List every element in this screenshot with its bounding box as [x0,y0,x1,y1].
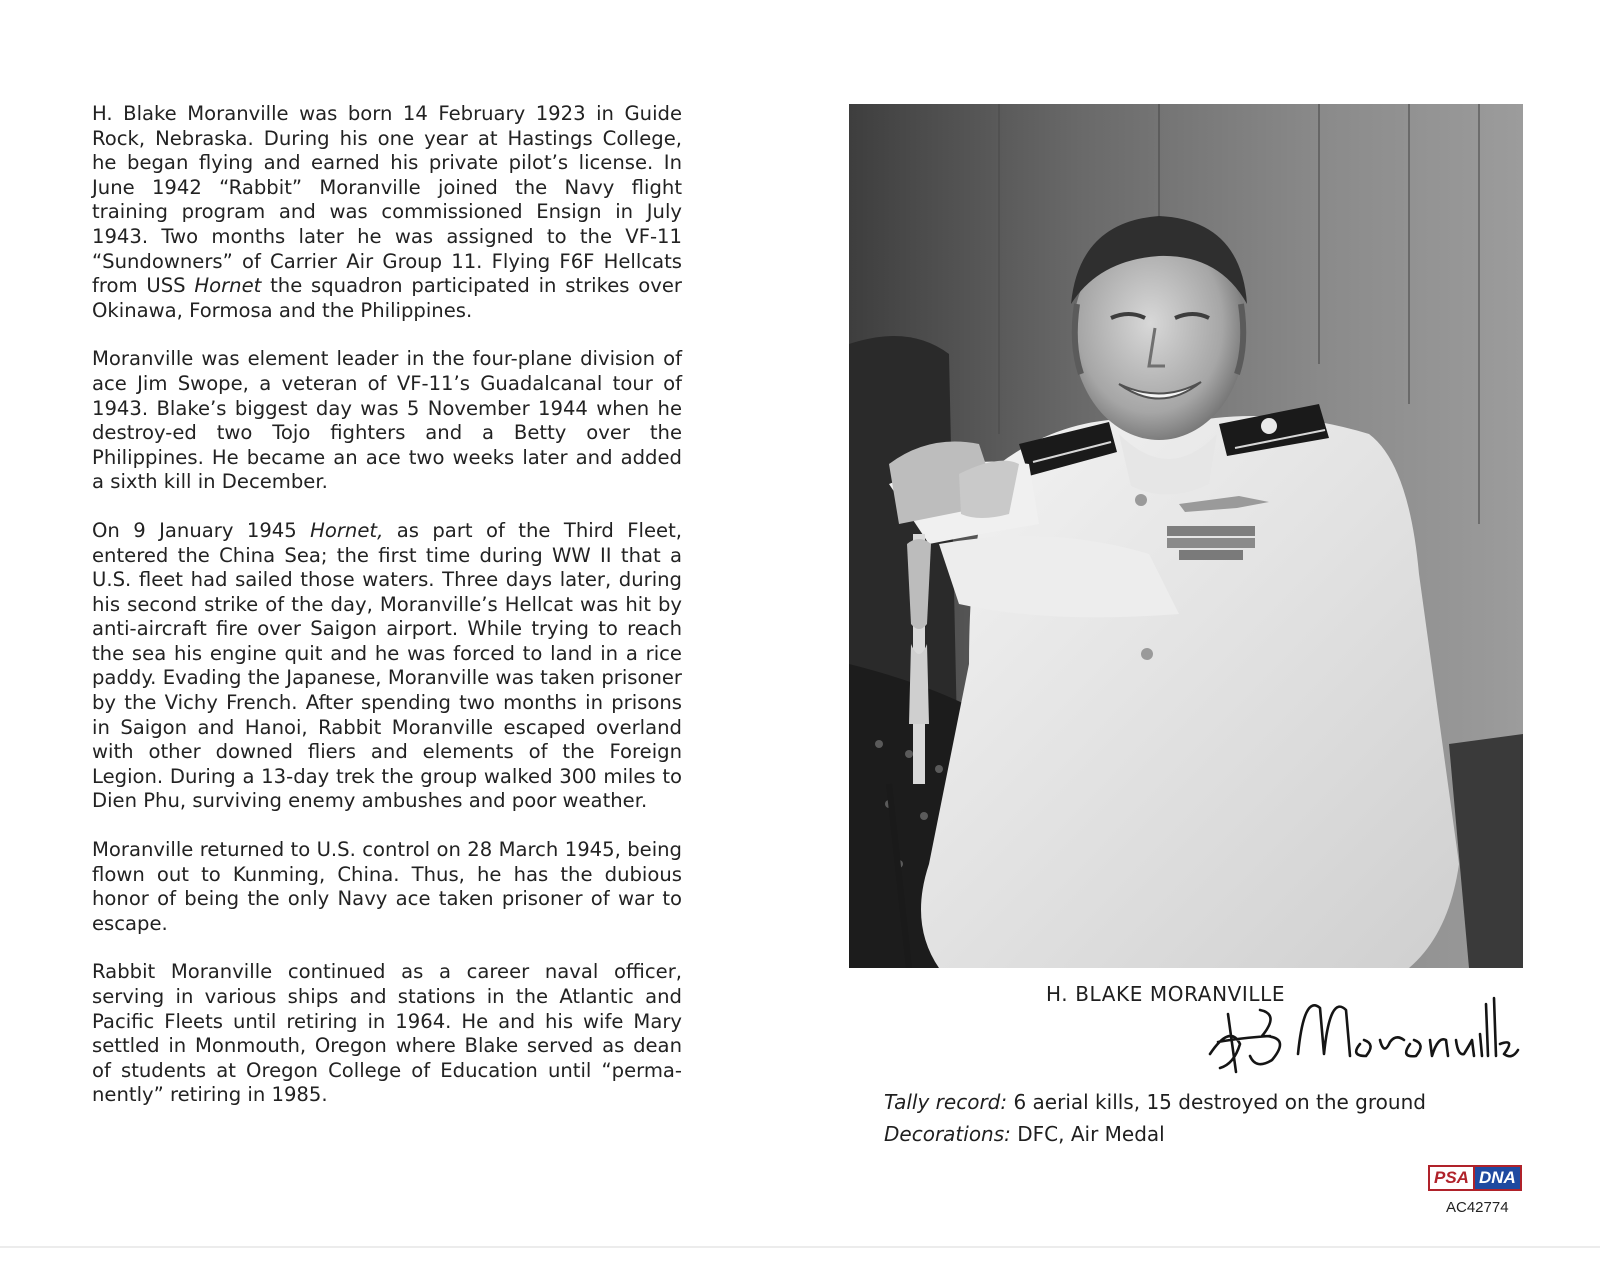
psa-dna-logo [1428,1165,1522,1191]
bio-paragraph-2: Moranville was element leader in the four-plane division of ace Jim Swope, a veteran of VF-11’s Guadalcanal tour of 1943. Blake’s biggest day was 5 November 1944 when he destroy-ed two Tojo fighters and a Betty over the Philippines. He became an ace two weeks later and added a sixth kill in December. [92,347,682,494]
tally-record [884,1090,1426,1114]
bio-paragraph-4: Moranville returned to U.S. control on 28 March 1945, being flown out to Kunming, China. Thus, he has the dubious honor of being the only Navy ace taken prisoner of war to escape. [92,838,682,935]
bio-paragraph-3: On 9 January 1945 Hornet, as part of the Third Fleet, entered the China Sea; the first time during WW II that a U.S. fleet had sailed those waters. Three days later, during his second strike of the day, Moranville’s Hellcat was hit by anti-aircraft fire over Saigon airport. While trying to reach the sea his engine quit and he was forced to land in a rice paddy. Evading the Japanese, Moranville was taken prisoner by the Vichy French. After spending two months in prisons in Saigon and Hanoi, Rabbit Moranville escaped overland with other downed fliers and elements of the Foreign Legion. During a 13-day trek the group walked 300 miles to Dien Phu, surviving enemy ambushes and poor weather. [92,518,682,813]
dna-logo-text: DNA [1475,1167,1520,1189]
tally-label: Tally record: [884,1090,1008,1114]
ship-name: Hornet [194,274,262,298]
bio-paragraph-1: H. Blake Moranville was born 14 February 1923 in Guide Rock, Nebraska. During his one year at Hastings College, he began flying and earned his private pilot’s license. In June 1942 “Rabbit” Moranville joined the Navy flight training program and was commissioned Ensign in July 1943. Two months later he was assigned to the VF-11 “Sundowners” of Carrier Air Group 11. Flying F6F Hellcats from USS Hornet the squadron participated in strikes over Okinawa, Formosa and the Philippines. [92,102,682,322]
decorations [884,1122,1165,1146]
ship-name: Hornet, [310,518,384,542]
decorations-label: Decorations: [884,1122,1011,1146]
decorations-value: DFC, Air Medal [1010,1122,1165,1146]
portrait-illustration [849,104,1523,968]
portrait-photo [849,104,1523,968]
psa-logo-text: PSA [1430,1167,1475,1189]
page-edge-rule [0,1246,1600,1248]
certification-number: AC42774 [1446,1199,1509,1216]
handwritten-signature [1200,984,1520,1084]
bio-paragraph-5: Rabbit Moranville continued as a career naval officer, serving in various ships and stations in the Atlantic and Pacific Fleets until retiring in 1964. He and his wife Mary settled in Monmouth, Oregon where Blake served as dean of students at Oregon College of Education until “perma-nently” retiring in 1985. [92,960,682,1107]
biography-column [92,102,682,1132]
photo-caption-name: H. BLAKE MORANVILLE [1046,982,1286,1006]
tally-value: 6 aerial kills, 15 destroyed on the ground [1007,1090,1426,1114]
